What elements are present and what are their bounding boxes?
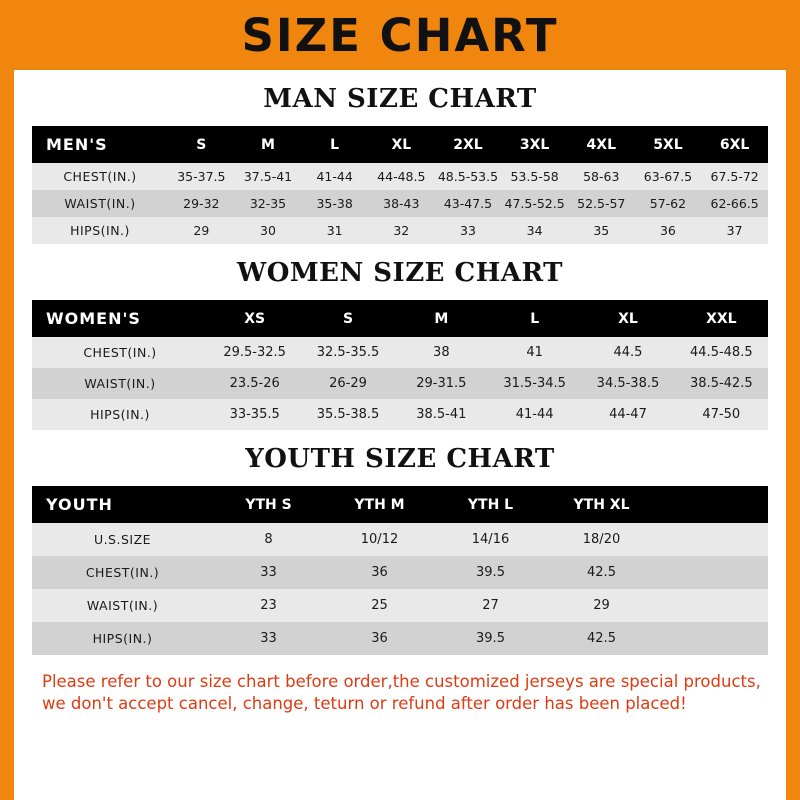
column-header: XL [368, 126, 435, 163]
cell: 30 [235, 217, 302, 244]
cell: 32 [368, 217, 435, 244]
row-label: HIPS(IN.) [32, 622, 213, 655]
row-label: HIPS(IN.) [32, 399, 208, 430]
section-women [32, 258, 768, 430]
cell: 29.5-32.5 [208, 337, 301, 368]
section-title-youth: YOUTH SIZE CHART [245, 444, 555, 474]
cell: 37.5-41 [235, 163, 302, 190]
order-notice [32, 671, 768, 716]
cell: 38.5-41 [395, 399, 488, 430]
cell [657, 556, 768, 589]
cell: 67.5-72 [701, 163, 768, 190]
cell: 38 [395, 337, 488, 368]
table-row [32, 368, 768, 399]
chart-content [14, 84, 786, 716]
cell: 33 [213, 622, 324, 655]
section-youth [32, 444, 768, 655]
cell: 33-35.5 [208, 399, 301, 430]
row-label: U.S.SIZE [32, 523, 213, 556]
cell: 35-37.5 [168, 163, 235, 190]
cell: 31 [301, 217, 368, 244]
column-header: XL [581, 300, 674, 337]
cell: 48.5-53.5 [435, 163, 502, 190]
column-header: 4XL [568, 126, 635, 163]
cell: 8 [213, 523, 324, 556]
cell: 35-38 [301, 190, 368, 217]
table-row [32, 337, 768, 368]
table-header-row [32, 300, 768, 337]
cell: 44-47 [581, 399, 674, 430]
cell: 38.5-42.5 [675, 368, 768, 399]
cell: 39.5 [435, 556, 546, 589]
cell [657, 622, 768, 655]
cell: 23 [213, 589, 324, 622]
column-header: YTH XL [546, 486, 657, 523]
cell: 44.5 [581, 337, 674, 368]
cell: 32-35 [235, 190, 302, 217]
row-label: WAIST(IN.) [32, 368, 208, 399]
table-row [32, 622, 768, 655]
row-label: CHEST(IN.) [32, 163, 168, 190]
cell: 37 [701, 217, 768, 244]
cell [657, 523, 768, 556]
cell: 26-29 [301, 368, 394, 399]
cell: 14/16 [435, 523, 546, 556]
cell: 42.5 [546, 622, 657, 655]
table-header-row [32, 486, 768, 523]
youth-size-table [32, 486, 768, 655]
table-row [32, 523, 768, 556]
cell: 33 [435, 217, 502, 244]
cell: 43-47.5 [435, 190, 502, 217]
page-banner [0, 0, 800, 70]
column-header: M [235, 126, 302, 163]
cell: 44.5-48.5 [675, 337, 768, 368]
column-header: 5XL [635, 126, 702, 163]
cell: 39.5 [435, 622, 546, 655]
row-label: WAIST(IN.) [32, 190, 168, 217]
table-row [32, 190, 768, 217]
row-label: CHEST(IN.) [32, 337, 208, 368]
row-label: WAIST(IN.) [32, 589, 213, 622]
column-header: YOUTH [32, 486, 213, 523]
cell: 58-63 [568, 163, 635, 190]
cell: 27 [435, 589, 546, 622]
table-row [32, 217, 768, 244]
column-header: 3XL [501, 126, 568, 163]
section-title-women: WOMEN SIZE CHART [237, 258, 563, 288]
cell: 29-31.5 [395, 368, 488, 399]
row-label: HIPS(IN.) [32, 217, 168, 244]
cell: 18/20 [546, 523, 657, 556]
column-header: 6XL [701, 126, 768, 163]
table-row [32, 556, 768, 589]
men-size-table [32, 126, 768, 244]
cell: 29 [546, 589, 657, 622]
cell: 29 [168, 217, 235, 244]
row-label: CHEST(IN.) [32, 556, 213, 589]
cell: 36 [635, 217, 702, 244]
cell [657, 589, 768, 622]
cell: 41-44 [488, 399, 581, 430]
cell: 32.5-35.5 [301, 337, 394, 368]
cell: 29-32 [168, 190, 235, 217]
cell: 44-48.5 [368, 163, 435, 190]
section-title-men: MAN SIZE CHART [263, 84, 537, 114]
cell: 34 [501, 217, 568, 244]
column-header: L [301, 126, 368, 163]
column-header: YTH M [324, 486, 435, 523]
cell: 36 [324, 622, 435, 655]
table-row [32, 163, 768, 190]
cell: 47.5-52.5 [501, 190, 568, 217]
cell: 33 [213, 556, 324, 589]
column-header: MEN'S [32, 126, 168, 163]
column-header: YTH S [213, 486, 324, 523]
cell: 23.5-26 [208, 368, 301, 399]
cell: 35.5-38.5 [301, 399, 394, 430]
cell: 47-50 [675, 399, 768, 430]
cell: 41-44 [301, 163, 368, 190]
notice-line-2: we don't accept cancel, change, teturn or refund after order has been placed! [42, 694, 687, 714]
column-header: XS [208, 300, 301, 337]
notice-line-1: Please refer to our size chart before order,the customized jerseys are special products, [42, 672, 761, 691]
column-header: YTH L [435, 486, 546, 523]
table-row [32, 399, 768, 430]
column-header: 2XL [435, 126, 502, 163]
page-title: SIZE CHART [241, 8, 559, 62]
cell: 10/12 [324, 523, 435, 556]
cell: 36 [324, 556, 435, 589]
cell: 34.5-38.5 [581, 368, 674, 399]
cell: 62-66.5 [701, 190, 768, 217]
table-header-row [32, 126, 768, 163]
cell: 63-67.5 [635, 163, 702, 190]
column-header: S [301, 300, 394, 337]
women-size-table [32, 300, 768, 430]
cell: 41 [488, 337, 581, 368]
column-header [657, 486, 768, 523]
column-header: L [488, 300, 581, 337]
column-header: M [395, 300, 488, 337]
cell: 53.5-58 [501, 163, 568, 190]
column-header: WOMEN'S [32, 300, 208, 337]
cell: 42.5 [546, 556, 657, 589]
column-header: XXL [675, 300, 768, 337]
cell: 38-43 [368, 190, 435, 217]
cell: 57-62 [635, 190, 702, 217]
cell: 25 [324, 589, 435, 622]
table-row [32, 589, 768, 622]
cell: 31.5-34.5 [488, 368, 581, 399]
column-header: S [168, 126, 235, 163]
cell: 35 [568, 217, 635, 244]
cell: 52.5-57 [568, 190, 635, 217]
section-men [32, 84, 768, 244]
